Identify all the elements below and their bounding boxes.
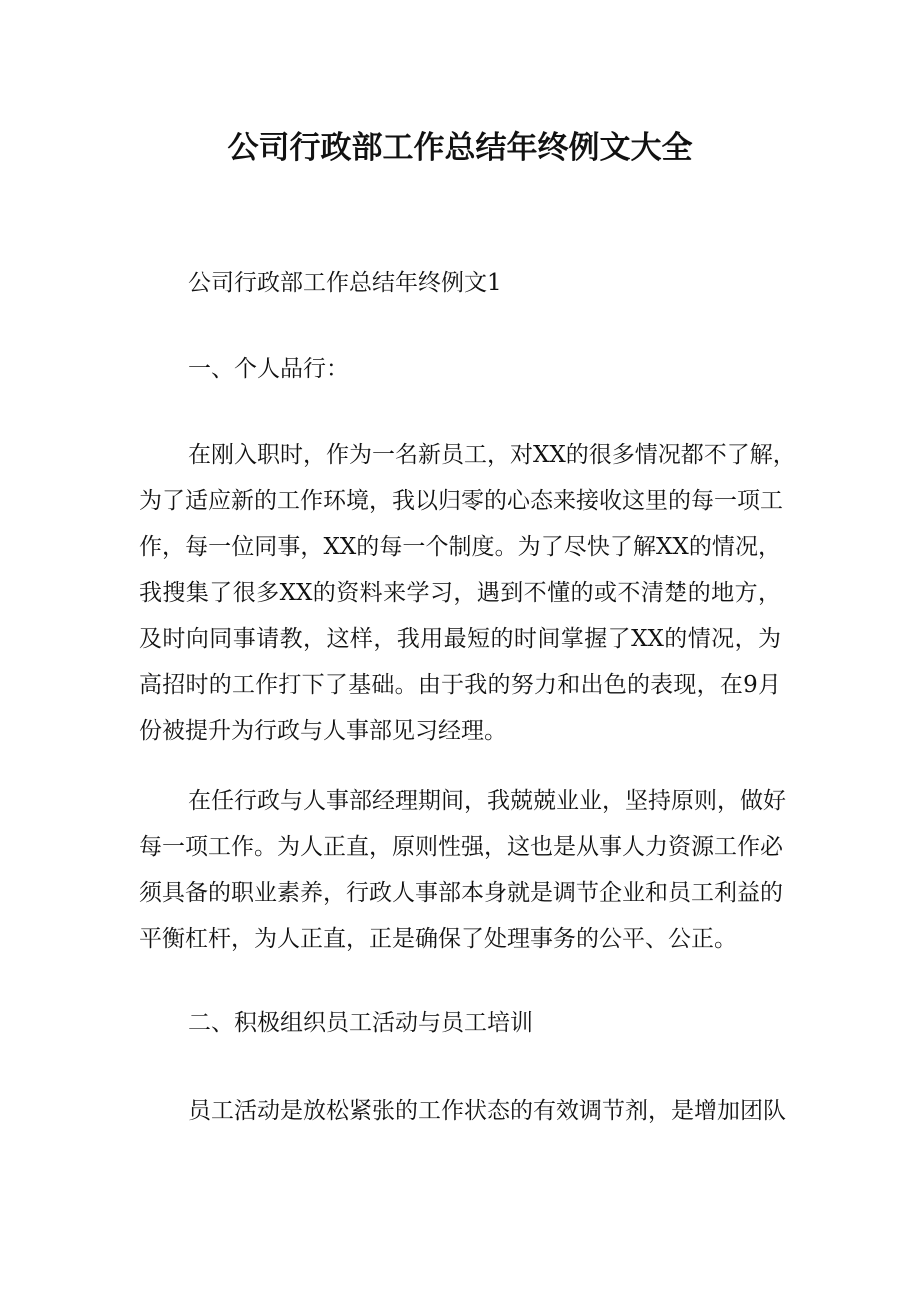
paragraph-line: 高招时的工作打下了基础。由于我的努力和出色的表现，在9月: [139, 672, 781, 698]
paragraph-line: 份被提升为行政与人事部见习经理。: [139, 718, 507, 744]
section-heading-2: 二、积极组织员工活动与员工培训: [188, 1010, 533, 1036]
paragraph-line: 作，每一位同事，XX的每一个制度。为了尽快了解XX的情况，: [139, 534, 781, 560]
paragraph-line: 平衡杠杆，为人正直，正是确保了处理事务的公平、公正。: [139, 926, 737, 952]
paragraph-line: 每一项工作。为人正直，原则性强，这也是从事人力资源工作必: [139, 834, 783, 860]
section-heading-1: 一、个人品行：: [188, 356, 349, 382]
paragraph-line: 在刚入职时，作为一名新员工，对XX的很多情况都不了解，: [188, 442, 796, 468]
document-subtitle: 公司行政部工作总结年终例文1: [188, 270, 502, 296]
paragraph-line: 员工活动是放松紧张的工作状态的有效调节剂，是增加团队: [188, 1098, 786, 1124]
paragraph-line: 及时向同事请教，这样，我用最短的时间掌握了XX的情况，为: [139, 626, 781, 652]
paragraph-line: 在任行政与人事部经理期间，我兢兢业业，坚持原则，做好: [188, 788, 786, 814]
paragraph-line: 须具备的职业素养，行政人事部本身就是调节企业和员工利益的: [139, 880, 783, 906]
paragraph-line: 为了适应新的工作环境，我以归零的心态来接收这里的每一项工: [139, 488, 783, 514]
paragraph-line: 我搜集了很多XX的资料来学习，遇到不懂的或不清楚的地方，: [139, 580, 781, 606]
document-title: 公司行政部工作总结年终例文大全: [227, 130, 693, 166]
